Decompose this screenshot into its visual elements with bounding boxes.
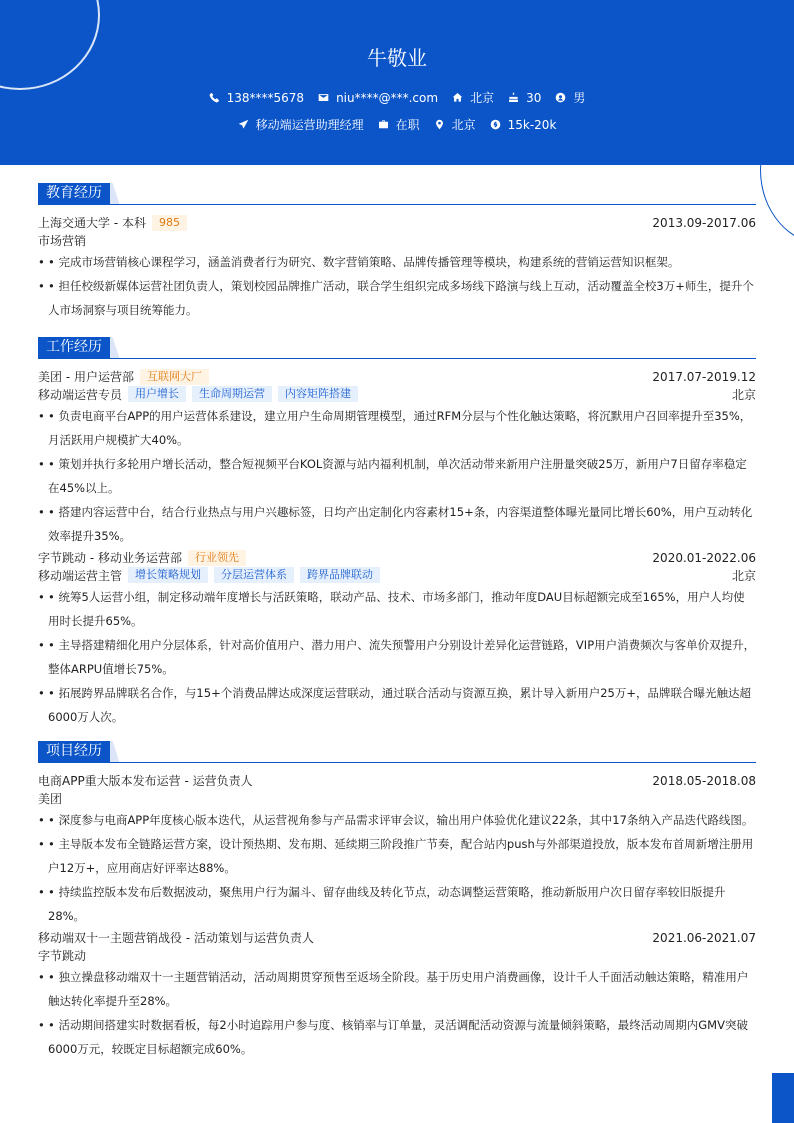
list-item: • • 策划并执行多轮用户增长活动，整合短视频平台KOL资源与站内福利机制，单次活动带来新用户注册量突破25万，新用户7日留存率稳定在45%以上。 [38,452,756,500]
work-entry-sub [38,567,756,583]
project-bullets [38,808,756,928]
company-badge: 行业领先 [188,550,246,566]
position: 移动端运营主管 [38,568,123,583]
list-item: • • 拓展跨界品牌联名合作，与15+个消费品牌达成深度运营联动，通过联合活动与资源互换，累计导入新用户25万+，品牌联合曝光触达超6000万人次。 [38,681,756,729]
company-name: 美团 - 用户运营部 [38,370,134,384]
company-badge: 互联网大厂 [140,369,209,385]
project-name: 电商APP重大版本发布运营 - 运营负责人 [38,774,253,788]
project-entry-sub [38,790,756,806]
work-entry-head [38,548,756,567]
send-icon [238,119,249,130]
list-item: • • 主导搭建精细化用户分层体系，针对高价值用户、潜力用户、流失预警用户分别设计差异化运营链路，VIP用户消费频次与客单价双提升，整体ARPU值增长75%。 [38,633,756,681]
major: 市场营销 [38,233,87,248]
job-target-text: 移动端运营助理经理 [255,118,364,132]
project-entry-head [38,928,756,947]
list-item: • • 担任校级新媒体运营社团负责人，策划校园品牌推广活动，联合学生组织完成多场线下路演与线上互动，活动覆盖全校3万+师生，提升个人市场洞察与项目统筹能力。 [38,274,756,322]
list-item: • • 统筹5人运营小组，制定移动端年度增长与活跃策略，联动产品、技术、市场多部门，推动年度DAU目标超额完成至165%，用户人均使用时长提升65%。 [38,585,756,633]
section-title: 教育经历 [38,183,110,204]
list-item: • • 搭建内容运营中台，结合行业热点与用户兴趣标签，日均产出定制化内容素材15+条，内容渠道整体曝光量同比增长60%，用户互动转化效率提升35%。 [38,500,756,548]
school-badge: 985 [152,215,187,231]
skill-tag: 增长策略规划 [128,567,208,583]
work-location: 北京 [731,568,756,583]
status-item [378,116,420,133]
briefcase-icon [378,119,389,130]
education-section [38,183,756,322]
contact-row [0,89,794,106]
work-entry-head [38,367,756,386]
gender-text: 男 [573,91,586,105]
project-org: 美团 [38,791,63,806]
list-item: • • 独立操盘移动端双十一主题营销活动，活动周期贯穿预售至返场全阶段。基于历史用户消费画像，设计千人千面活动触达策略，精准用户触达转化率提升至28%。 [38,965,756,1013]
phone-icon [209,92,220,103]
education-entry-sub [38,232,756,248]
location-pin-icon [434,119,445,130]
skill-tag: 生命周期运营 [192,386,272,402]
list-item: • • 深度参与电商APP年度核心版本迭代，从运营视角参与产品需求评审会议，输出用户体验优化建议22条，其中17条纳入产品迭代路线图。 [38,808,756,832]
section-header [38,741,756,763]
projects-section [38,741,756,1061]
work-section [38,337,756,729]
city-text: 北京 [470,91,495,105]
email-icon [318,92,329,103]
section-title: 工作经历 [38,337,110,358]
section-header [38,337,756,359]
work-date: 2020.01-2022.06 [652,550,756,565]
education-date: 2013.09-2017.06 [652,215,756,230]
work-city-item [434,116,476,133]
project-date: 2021.06-2021.07 [652,930,756,945]
work-bullets [38,404,756,548]
education-bullets [38,250,756,322]
section-header [38,183,756,205]
salary-item [490,118,557,132]
city-item [452,89,494,106]
gender-item [555,89,585,106]
resume-header [0,0,794,165]
list-item: • • 主导版本发布全链路运营方案，设计预热期、发布期、延续期三阶段推广节奏，配合站内push与外部渠道投放，版本发布首周新增注册用户12万+，应用商店好评率达88%。 [38,832,756,880]
work-city-text: 北京 [451,118,476,132]
age-item [508,91,541,105]
skill-tag: 内容矩阵搭建 [278,386,358,402]
gender-icon [555,92,566,103]
salary-text: 15k-20k [507,117,557,132]
list-item: • • 活动期间搭建实时数据看板，每2小时追踪用户参与度、核销率与订单量，灵活调配活动资源与流量倾斜策略，最终活动周期内GMV突破6000万元，较既定目标超额完成60%。 [38,1013,756,1061]
candidate-name: 牛敬业 [367,46,427,70]
home-icon [452,92,463,103]
project-name: 移动端双十一主题营销战役 - 活动策划与运营负责人 [38,931,314,945]
list-item: • • 持续监控版本发布后数据波动，聚焦用户行为漏斗、留存曲线及转化节点，动态调整运营策略，推动新版用户次日留存率较旧版提升28%。 [38,880,756,928]
project-bullets [38,965,756,1061]
position: 移动端运营专员 [38,387,123,402]
money-icon [490,119,501,130]
list-item: • • 完成市场营销核心课程学习，涵盖消费者行为研究、数字营销策略、品牌传播管理等模块，构建系统的营销运营知识框架。 [38,250,756,274]
status-text: 在职 [395,118,420,132]
work-location: 北京 [731,387,756,402]
work-date: 2017.07-2019.12 [652,369,756,384]
job-target-item [238,116,364,133]
phone-item [209,91,304,105]
skill-tag: 跨界品牌联动 [300,567,380,583]
intention-row [0,116,794,133]
cake-icon [508,92,519,103]
skill-tag: 分层运营体系 [214,567,294,583]
school-name: 上海交通大学 - 本科 [38,216,146,230]
section-title: 项目经历 [38,741,110,762]
email-item [318,91,438,105]
list-item: • • 负责电商平台APP的用户运营体系建设，建立用户生命周期管理模型，通过RFM分层与个性化触达策略，将沉默用户召回率提升至35%，月活跃用户规模扩大40%。 [38,404,756,452]
project-org: 字节跳动 [38,948,87,963]
company-name: 字节跳动 - 移动业务运营部 [38,551,182,565]
project-entry-head [38,771,756,790]
email-text: niu****@***.com [336,90,439,105]
education-entry-head [38,213,756,232]
skill-tag: 用户增长 [128,386,186,402]
age-text: 30 [526,90,542,105]
project-entry-sub [38,947,756,963]
decorative-bar [772,1073,794,1123]
work-bullets [38,585,756,729]
phone-text: 138****5678 [226,90,305,105]
project-date: 2018.05-2018.08 [652,773,756,788]
work-entry-sub [38,386,756,402]
